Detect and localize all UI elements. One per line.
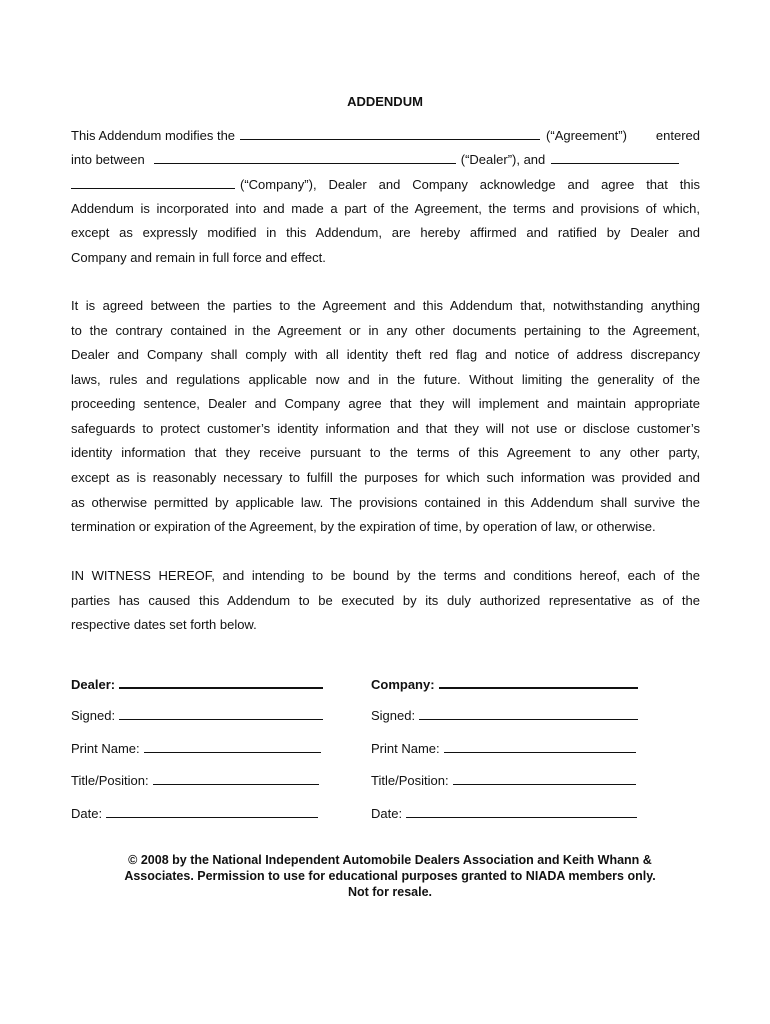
copyright-footer <box>100 852 680 900</box>
dealer-signed-field[interactable] <box>119 706 323 720</box>
company-signed-field[interactable] <box>419 706 638 720</box>
p1-line-3 <box>71 175 700 193</box>
company-signed-label: Signed: <box>371 708 416 723</box>
company-print-name-field[interactable] <box>444 739 636 753</box>
dealer-date-label: Date: <box>71 806 103 821</box>
company-acknowledge-text: (“Company”), Dealer and Company acknowledge and agree that this <box>240 177 700 192</box>
entered-text: entered <box>655 128 700 143</box>
dealer-signed-row <box>71 706 323 724</box>
p2-line: safeguards to protect customer’s identity information and that they will not use or disclose customer’s <box>71 421 700 436</box>
dealer-and-text: (“Dealer”), and <box>460 152 546 167</box>
dealer-title-label: Title/Position: <box>71 773 149 788</box>
company-title-row <box>371 771 636 789</box>
dealer-row <box>71 674 323 692</box>
p2-line: It is agreed between the parties to the Agreement and this Addendum that, notwithstanding anything <box>71 298 700 313</box>
into-between-text: into between <box>71 152 145 167</box>
dealer-print-name-row <box>71 739 321 757</box>
company-title-field[interactable] <box>453 771 636 785</box>
dealer-print-name-label: Print Name: <box>71 741 140 756</box>
p3-line: IN WITNESS HEREOF, and intending to be bound by the terms and conditions hereof, each of the <box>71 568 700 583</box>
agreement-label: (“Agreement”) <box>546 128 627 143</box>
dealer-label: Dealer: <box>71 677 116 692</box>
company-print-name-label: Print Name: <box>371 741 440 756</box>
p2-line: Dealer and Company shall comply with all identity theft red flag and notice of address discrepancy <box>71 347 700 362</box>
dealer-field[interactable] <box>119 674 323 689</box>
p2-line: laws, rules and regulations applicable now and in the future. Without limiting the generality of the <box>71 372 700 387</box>
p2-line: to the contrary contained in the Agreement or in any other documents pertaining to the Agreement, <box>71 323 700 338</box>
p1-line-6: Company and remain in full force and effect. <box>71 250 326 265</box>
p2-line: identity information that they receive pursuant to the terms of this Agreement to any other party, <box>71 445 700 460</box>
company-name-blank[interactable] <box>551 150 679 164</box>
company-title-label: Title/Position: <box>371 773 449 788</box>
p2-line: termination or expiration of the Agreement, by the expiration of time, by operation of law, or otherwise. <box>71 519 656 534</box>
p2-line: proceeding sentence, Dealer and Company agree that they will implement and maintain appropriate <box>71 396 700 411</box>
agreement-blank[interactable] <box>240 126 540 140</box>
p2-line: as otherwise permitted by applicable law. The provisions contained in this Addendum shall survive the <box>71 495 700 510</box>
company-date-label: Date: <box>371 806 403 821</box>
company-date-row <box>371 804 637 822</box>
company-name-blank-2[interactable] <box>71 175 235 189</box>
footer-line-2: Associates. Permission to use for educational purposes granted to NIADA members only. <box>124 869 656 883</box>
dealer-title-row <box>71 771 319 789</box>
p1-modifies-text: This Addendum modifies the <box>71 128 236 143</box>
dealer-title-field[interactable] <box>153 771 319 785</box>
company-row <box>371 674 638 692</box>
company-signed-row <box>371 706 638 724</box>
company-label: Company: <box>371 677 435 692</box>
dealer-signed-label: Signed: <box>71 708 116 723</box>
p3-line: parties has caused this Addendum to be executed by its duly authorized representative as of the <box>71 593 700 608</box>
p1-line-4: Addendum is incorporated into and made a part of the Agreement, the terms and provisions of which, <box>71 201 700 216</box>
company-print-name-row <box>371 739 636 757</box>
p1-line-1 <box>71 126 700 144</box>
p3-line: respective dates set forth below. <box>71 617 257 632</box>
dealer-date-field[interactable] <box>106 804 318 818</box>
dealer-date-row <box>71 804 318 822</box>
p2-line: except as is reasonably necessary to fulfill the purposes for which such information was provided and <box>71 470 700 485</box>
company-field[interactable] <box>439 674 638 689</box>
p1-line-5: except as expressly modified in this Addendum, are hereby affirmed and ratified by Dealer and <box>71 225 700 240</box>
footer-line-1: © 2008 by the National Independent Automobile Dealers Association and Keith Whann & <box>128 853 652 867</box>
dealer-print-name-field[interactable] <box>144 739 321 753</box>
dealer-name-blank[interactable] <box>154 150 456 164</box>
footer-line-3: Not for resale. <box>347 885 433 899</box>
document-title: ADDENDUM <box>347 94 423 109</box>
company-date-field[interactable] <box>406 804 637 818</box>
p1-line-2 <box>71 150 700 168</box>
